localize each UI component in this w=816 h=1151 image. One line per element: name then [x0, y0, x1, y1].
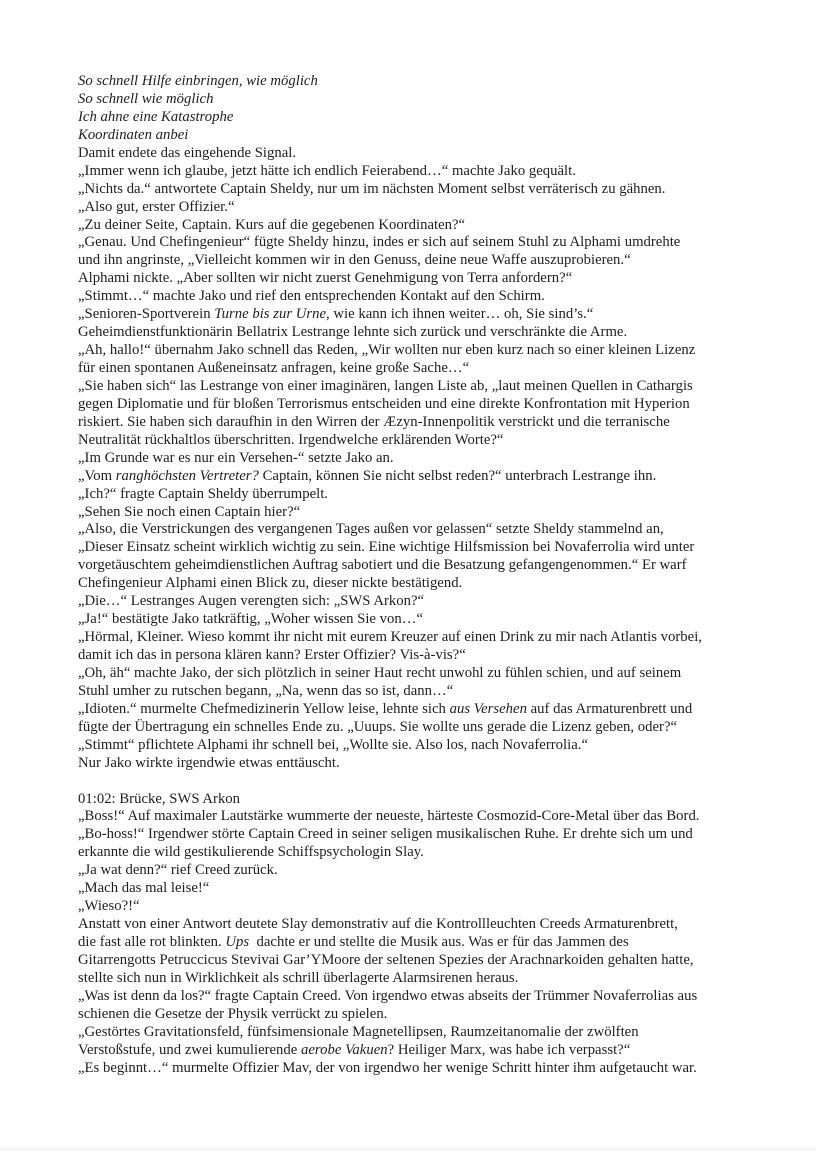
- regular-text: „Stimmt“ pflichtete Alphami ihr schnell bei, „Wollte sie. Also los, nach Novaferrolia.“: [78, 736, 588, 753]
- text-line: [78, 270, 768, 288]
- regular-text: „Immer wenn ich glaube, jetzt hätte ich endlich Feierabend…“ machte Jako gequält.: [78, 162, 576, 179]
- regular-text: Geheimdienstfunktionärin Bellatrix Lestrange lehnte sich zurück und verschränkte die Arme.: [78, 324, 628, 341]
- text-line: [78, 952, 768, 970]
- regular-text: „Im Grunde war es nur ein Versehen-“ setzte Jako an.: [78, 449, 394, 466]
- regular-text: erkannte die wild gestikulierende Schiffspsychologin Slay.: [78, 844, 424, 861]
- regular-text: Nur Jako wirkte irgendwie etwas enttäuscht.: [78, 754, 340, 771]
- text-line: [78, 665, 768, 683]
- text-line: [78, 91, 768, 109]
- text-line: [78, 683, 768, 701]
- text-line: [78, 432, 768, 450]
- regular-text: stellte sich nun in Wirklichkeit als schrill überlagerte Alarmsirenen heraus.: [78, 969, 519, 986]
- text-line: [78, 324, 768, 342]
- text-line: [78, 396, 768, 414]
- regular-text: Alphami nickte. „Aber sollten wir nicht zuerst Genehmigung von Terra anfordern?“: [78, 270, 573, 287]
- text-line: [78, 252, 768, 270]
- italic-text: Turne bis zur Urne: [214, 306, 327, 323]
- text-line: [78, 880, 768, 898]
- regular-text: auf das Armaturenbrett und: [526, 700, 693, 717]
- regular-text: vorgetäuschtem geheimdienstlichen Auftrag sabotiert und die Besatzung gefangengenommen.“ Er warf: [78, 557, 687, 574]
- text-line: [78, 934, 768, 952]
- page-bottom-edge: [0, 1147, 816, 1151]
- regular-text: „Oh, äh“ machte Jako, der sich plötzlich in seiner Haut recht unwohl zu fühlen schien, und auf seinem: [78, 664, 682, 681]
- text-line: [78, 844, 768, 862]
- text-line: [78, 199, 768, 217]
- text-line: [78, 898, 768, 916]
- text-line: [78, 647, 768, 665]
- regular-text: „Stimmt…“ machte Jako und rief den entsprechenden Kontakt auf den Schirm.: [78, 288, 545, 305]
- regular-text: Verstoßstufe, und zwei kumulierende: [78, 1041, 302, 1058]
- text-line: [78, 181, 768, 199]
- text-line: [78, 988, 768, 1006]
- regular-text: gegen Diplomatie und für bloßen Terrorismus entscheiden und eine direkte Konfrontation mit Hyperion: [78, 395, 690, 412]
- italic-text: Ich ahne eine Katastrophe: [78, 108, 234, 125]
- regular-text: „Vom: [78, 467, 116, 484]
- regular-text: „Sehen Sie noch einen Captain hier?“: [78, 503, 301, 520]
- text-line: [78, 1024, 768, 1042]
- text-line: [78, 306, 768, 324]
- italic-text: ranghöchsten Vertreter?: [115, 467, 259, 484]
- regular-text: fügte der Übertragung ein schnelles Ende zu. „Uuups. Sie wollte uns gerade die Lizenz geben, oder?“: [78, 718, 678, 735]
- blank-line: [78, 773, 768, 791]
- text-line: [78, 342, 768, 360]
- text-line: [78, 145, 768, 163]
- regular-text: „Wieso?!“: [78, 898, 140, 915]
- regular-text: , wie kann ich ihnen weiter… oh, Sie sind’s.“: [326, 306, 594, 323]
- text-line: [78, 701, 768, 719]
- text-line: [78, 163, 768, 181]
- text-line: [78, 629, 768, 647]
- text-line: [78, 539, 768, 557]
- regular-text: „Ja!“ bestätigte Jako tatkräftig, „Woher wissen Sie von…“: [78, 611, 424, 628]
- regular-text: „Sie haben sich“ las Lestrange von einer imaginären, langen Liste ab, „laut meinen Quellen in Cathargis: [78, 377, 693, 394]
- regular-text: die fast alle rot blinkten.: [78, 934, 226, 950]
- regular-text: Damit endete das eingehende Signal.: [78, 144, 297, 161]
- scene-heading: [78, 791, 768, 809]
- regular-text: Gitarrengotts Petruccicus Stevivai Gar’YMoore der seltenen Spezies der Arachnarkoiden gehalten hatte,: [78, 951, 694, 968]
- text-line: [78, 1006, 768, 1024]
- text-line: [78, 1060, 768, 1078]
- text-line: [78, 504, 768, 522]
- text-line: [78, 234, 768, 252]
- text-line: [78, 521, 768, 539]
- regular-text: riskiert. Sie haben sich daraufhin in den Wirren der Æzyn-Innenpolitik verstrickt und die terranische: [78, 413, 670, 430]
- regular-text: „Senioren-Sportverein: [78, 306, 215, 323]
- text-line: [78, 378, 768, 396]
- story-text: [78, 73, 768, 1078]
- text-line: [78, 414, 768, 432]
- text-line: [78, 450, 768, 468]
- text-line: [78, 557, 768, 575]
- text-line: [78, 360, 768, 378]
- regular-text: Captain, können Sie nicht selbst reden?“ unterbrach Lestrange ihn.: [258, 467, 657, 484]
- text-line: [78, 808, 768, 826]
- regular-text: „Idioten.“ murmelte Chefmedizinerin Yellow leise, lehnte sich: [78, 700, 450, 717]
- text-line: [78, 1042, 768, 1060]
- italic-text: aerobe Vakuen: [301, 1041, 388, 1058]
- text-line: [78, 73, 768, 91]
- regular-text: schienen die Gesetze der Physik verrückt zu spielen.: [78, 1005, 388, 1022]
- italic-text: Koordinaten anbei: [78, 126, 189, 143]
- italic-text: Ups: [225, 934, 250, 950]
- regular-text: Anstatt von einer Antwort deutete Slay demonstrativ auf die Kontrollleuchten Creeds Armaturenbrett,: [78, 916, 678, 933]
- text-line: [78, 288, 768, 306]
- text-line: [78, 755, 768, 773]
- regular-text: „Bo-hoss!“ Irgendwer störte Captain Creed in seiner seligen musikalischen Ruhe. Er drehte sich um und: [78, 826, 693, 843]
- text-line: [78, 575, 768, 593]
- italic-text: aus Versehen: [449, 700, 527, 717]
- regular-text: „Ah, hallo!“ übernahm Jako schnell das Reden, „Wir wollten nur eben kurz nach so einer kleinen Lizenz: [78, 342, 696, 359]
- regular-text: und ihn angrinste, „Vielleicht kommen wir in den Genuss, deine neue Waffe auszuprobieren.“: [78, 252, 631, 269]
- italic-text: So schnell Hilfe einbringen, wie möglich: [78, 73, 318, 89]
- text-line: [78, 109, 768, 127]
- regular-text: „Was ist denn da los?“ fragte Captain Creed. Von irgendwo etwas abseits der Trümmer Novaferrolias aus: [78, 987, 698, 1004]
- text-line: [78, 719, 768, 737]
- text-line: [78, 826, 768, 844]
- regular-text: „Ich?“ fragte Captain Sheldy überrumpelt.: [78, 485, 328, 502]
- regular-text: Chefingenieur Alphami einen Blick zu, dieser nickte bestätigend.: [78, 575, 463, 592]
- regular-text: „Nichts da.“ antwortete Captain Sheldy, nur um im nächsten Moment selbst verräterisch zu gähnen.: [78, 180, 666, 197]
- text-line: [78, 468, 768, 486]
- text-line: [78, 611, 768, 629]
- regular-text: „Zu deiner Seite, Captain. Kurs auf die gegebenen Koordinaten?“: [78, 216, 466, 233]
- text-line: [78, 862, 768, 880]
- text-line: [78, 916, 768, 934]
- regular-text: „Hörmal, Kleiner. Wieso kommt ihr nicht mit eurem Kreuzer auf einen Drink zu mir nach Atlantis vorbei,: [78, 629, 702, 646]
- regular-text: für einen spontanen Außeneinsatz anfragen, keine große Sache…“: [78, 360, 470, 376]
- regular-text: „Also, die Verstrickungen des vergangenen Tages außen vor gelassen“ setzte Sheldy stammelnd an,: [78, 521, 664, 538]
- regular-text: „Es beginnt…“ murmelte Offizier Mav, der von irgendwo her wenige Schritt hinter ihm aufgetaucht war.: [78, 1059, 697, 1076]
- text-line: [78, 486, 768, 504]
- regular-text: „Die…“ Lestranges Augen verengten sich: „SWS Arkon?“: [78, 593, 425, 610]
- regular-text: damit ich das in persona klären kann? Erster Offizier? Vis-à-vis?“: [78, 647, 466, 663]
- regular-text: ? Heiliger Marx, was habe ich verpasst?“: [387, 1041, 631, 1058]
- regular-text: „Boss!“ Auf maximaler Lautstärke wummerte der neueste, härteste Cosmozid-Core-Metal über das Bord.: [78, 808, 700, 825]
- text-line: [78, 970, 768, 988]
- regular-text: „Mach das mal leise!“: [78, 880, 210, 897]
- regular-text: „Also gut, erster Offizier.“: [78, 198, 235, 215]
- regular-text: „Dieser Einsatz scheint wirklich wichtig zu sein. Eine wichtige Hilfsmission bei Novaferrolia wird unter: [78, 539, 695, 556]
- regular-text: Neutralität rückhaltlos überschritten. Irgendwelche erklärenden Worte?“: [78, 431, 504, 448]
- text-line: [78, 737, 768, 755]
- regular-text: „Gestörtes Gravitationsfeld, fünfsimensionale Magnetellipsen, Raumzeitanomalie der zwölften: [78, 1023, 639, 1040]
- text-line: [78, 127, 768, 145]
- regular-text: 01:02: Brücke, SWS Arkon: [78, 790, 241, 807]
- italic-text: So schnell wie möglich: [78, 90, 214, 107]
- regular-text: Stuhl umher zu rutschen begann, „Na, wenn das so ist, dann…“: [78, 682, 454, 699]
- regular-text: dachte er und stellte die Musik aus. Was er für das Jammen des: [249, 934, 629, 950]
- text-line: [78, 217, 768, 235]
- text-line: [78, 593, 768, 611]
- regular-text: „Ja wat denn?“ rief Creed zurück.: [78, 862, 278, 879]
- regular-text: „Genau. Und Chefingenieur“ fügte Sheldy hinzu, indes er sich auf seinem Stuhl zu Alphami umdrehte: [78, 234, 681, 251]
